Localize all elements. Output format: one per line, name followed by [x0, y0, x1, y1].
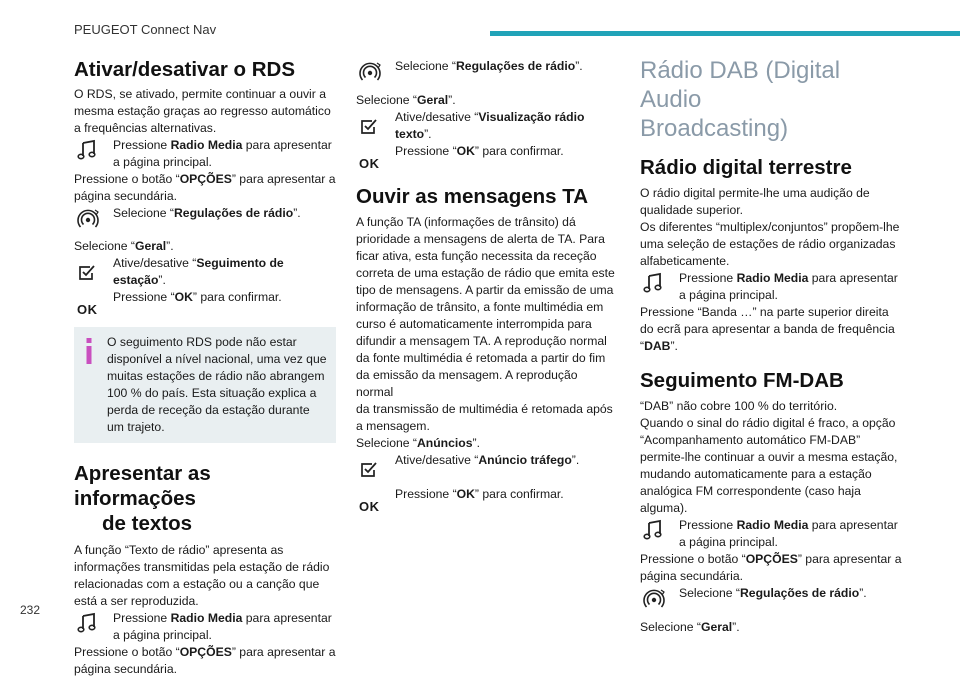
text-line [640, 551, 902, 568]
text-line: Os diferentes “multiplex/conjuntos” propõem-lhe [640, 220, 900, 234]
text-line: relacionadas com a estação ou a canção que [74, 577, 320, 591]
text-line: correta de uma estação de rádio que emita este [356, 266, 615, 280]
options-text [74, 171, 336, 205]
text-line: Pressione “Banda …” na parte superior direita [640, 305, 889, 319]
heading-line: Broadcasting) [640, 115, 789, 142]
text-line: disponível a nível nacional, uma vez que [107, 352, 327, 366]
text-line: A função TA (informações de trânsito) dá [356, 215, 576, 229]
step-text [395, 486, 618, 503]
column-1 [74, 58, 336, 678]
text-part: Ative/desative “ [113, 256, 197, 270]
text-line: qualidade superior. [640, 203, 743, 217]
heading-line: de textos [102, 512, 192, 535]
text-part-bold: DAB [644, 339, 671, 353]
text-line: ficar ativa, esta função necessita da receção [356, 249, 597, 263]
step-text [113, 205, 336, 222]
text-line: tipo de mensagens. A partir da emissão de uma [356, 283, 614, 297]
step-radio-media-2 [640, 517, 902, 551]
rds-intro [74, 86, 336, 137]
text-line [356, 435, 618, 452]
step-text [395, 109, 618, 126]
text-line: mudando automaticamente para a estação [640, 467, 872, 481]
heading-line: Rádio DAB (Digital Audio [640, 57, 841, 113]
step-text: a página principal. [113, 155, 212, 169]
info-icon [86, 338, 92, 364]
text-line: página secundária. [74, 662, 177, 676]
header-title: PEUGEOT Connect Nav [74, 22, 217, 37]
text-part: ”. [424, 127, 432, 141]
ta-text [356, 214, 618, 452]
text-part: ”. [670, 339, 678, 353]
select-geral [74, 238, 336, 255]
heading-ta: Ouvir as mensagens TA [356, 185, 589, 208]
radio-signal-icon [643, 587, 675, 617]
text-line: está a ser reproduzida. [74, 594, 199, 608]
text-part: ” para confirmar. [192, 290, 282, 304]
page-number: 232 [20, 603, 41, 617]
text-part: Selecione “ [679, 586, 740, 600]
step-text [395, 452, 618, 469]
text-part: Pressione o botão “ [74, 172, 180, 186]
info-box [74, 327, 336, 443]
text-part-bold: Regulações de rádio [173, 206, 294, 220]
text-part: ”. [158, 273, 166, 287]
text-part: para apresentar [808, 271, 898, 285]
music-note-icon [643, 272, 675, 302]
text-part-bold: Seguimento de estação [113, 256, 284, 287]
text-line: prioridade a mensagens de alerta de TA. Para [356, 232, 605, 246]
step-text [679, 517, 902, 534]
text-part: Selecione “ [74, 239, 135, 253]
text-part-bold: Geral [134, 239, 167, 253]
text-part: ” para apresentar a [797, 552, 902, 566]
step-text [679, 270, 902, 287]
text-part-bold: Geral [700, 620, 733, 634]
heading-dab [640, 56, 902, 143]
text-part: ”. [166, 239, 174, 253]
text-line: curso é automaticamente interrompida para [356, 317, 592, 331]
text-line: da fonte multimédia é retomada a partir do fim [356, 351, 606, 365]
text-line: a frequências alternativas. [74, 121, 217, 135]
checkbox-icon [359, 111, 391, 141]
text-part-bold: Geral [416, 93, 449, 107]
text-part: ”. [293, 206, 301, 220]
text-line: página secundária. [640, 569, 743, 583]
select-geral [356, 92, 618, 109]
text-line: informações transmitidas pela estação de rádio [74, 560, 330, 574]
text-line: muitas estações de rádio não abrangem 100 [107, 369, 325, 400]
text-part-bold: OK [456, 487, 475, 501]
music-note-icon [77, 612, 109, 642]
step-text [113, 255, 336, 289]
ok-label: OK [359, 499, 380, 514]
step-text [395, 58, 618, 75]
text-part-bold: OPÇÕES [179, 172, 232, 186]
text-part: para apresentar [242, 138, 332, 152]
text-part: Ative/desative “ [395, 453, 479, 467]
step-radio-media [74, 137, 336, 171]
column-2 [356, 58, 618, 520]
texts-intro [74, 542, 336, 610]
step-text: a página principal. [679, 288, 778, 302]
step-radio-media [640, 270, 902, 304]
text-part: Pressione “ [395, 144, 457, 158]
text-part: ” para apresentar a [231, 172, 336, 186]
text-part-bold: Visualização rádio [478, 110, 585, 124]
text-part: ” para confirmar. [474, 144, 564, 158]
text-part: Selecione “ [356, 93, 417, 107]
text-line: Quando o sinal do rádio digital é fraco, a opção [640, 416, 896, 430]
heading-rds: Ativar/desativar o RDS [74, 58, 296, 81]
text-line: mesma estação graças ao regresso automático [74, 104, 331, 118]
text-part: Selecione “ [395, 59, 456, 73]
step-ok-ta [356, 486, 618, 520]
options-text [640, 551, 902, 585]
text-part: Ative/desative “ [395, 110, 479, 124]
text-part: ”. [732, 620, 740, 634]
text-line: A função “Texto de rádio” apresenta as [74, 543, 284, 557]
step-text: a página principal. [679, 535, 778, 549]
text-part: Selecione “ [640, 620, 701, 634]
text-part-bold: Anúncios [416, 436, 473, 450]
step-radio-settings [640, 585, 902, 619]
text-line [74, 644, 336, 661]
text-part: ”. [448, 93, 456, 107]
heading-texts [74, 461, 336, 536]
text-line: % do país. Esta situação explica a perda de [107, 386, 317, 417]
checkbox-icon [77, 257, 109, 287]
step-ok [356, 143, 618, 171]
terr-text [640, 185, 902, 270]
text-line: página secundária. [74, 189, 177, 203]
step-radio-settings [356, 58, 618, 92]
step-text [113, 289, 336, 306]
text-part-bold: Regulações de rádio [455, 59, 576, 73]
options-text-2 [74, 644, 336, 678]
text-part: Pressione [113, 138, 171, 152]
fm-text [640, 398, 902, 517]
text-part-bold: texto [395, 127, 425, 141]
text-part: Selecione “ [356, 436, 417, 450]
step-text [113, 137, 336, 154]
step-text [395, 126, 618, 143]
column-3 [640, 56, 902, 636]
text-line: “Acompanhamento automático FM-DAB” [640, 433, 861, 447]
text-part: Selecione “ [113, 206, 174, 220]
music-note-icon [643, 519, 675, 549]
text-line: O rádio digital permite-lhe uma audição de [640, 186, 870, 200]
text-line: alfabeticamente. [640, 254, 730, 268]
text-part: Pressione o botão “ [640, 552, 746, 566]
heading-terrestre: Rádio digital terrestre [640, 156, 852, 179]
step-radio-settings [74, 205, 336, 239]
text-line [640, 338, 902, 355]
text-line: da transmissão de multimédia é retomada após [356, 402, 613, 416]
text-part: para apresentar [242, 611, 332, 625]
text-line: O seguimento RDS pode não estar [107, 335, 297, 349]
text-part-bold: Radio Media [736, 518, 809, 532]
radio-signal-icon [77, 207, 109, 237]
step-text [113, 610, 336, 627]
text-part: ”. [472, 436, 480, 450]
step-text [395, 143, 618, 160]
text-line: analógica FM correspondente (caso haja [640, 484, 861, 498]
banda-text [640, 304, 902, 355]
text-part-bold: Radio Media [170, 138, 243, 152]
text-part-bold: OPÇÕES [179, 645, 232, 659]
text-line: permite-lhe continuar a ouvir a mesma estação, [640, 450, 898, 464]
text-part: ” para apresentar a [231, 645, 336, 659]
radio-signal-icon [359, 60, 391, 90]
text-part-bold: Radio Media [736, 271, 809, 285]
select-geral [640, 619, 902, 636]
text-line: a mensagem. [356, 419, 430, 433]
text-part: ” para confirmar. [474, 487, 564, 501]
step-radio-media-2 [74, 610, 336, 644]
text-line: da emissão da mensagem. A reprodução normal [356, 368, 578, 399]
step-toggle [356, 109, 618, 143]
text-part: ”. [859, 586, 867, 600]
text-line: alguma). [640, 501, 688, 515]
text-part: Pressione [679, 518, 737, 532]
text-part: Pressione “ [113, 290, 175, 304]
header-accent-bar [490, 31, 960, 36]
step-ok [74, 289, 336, 319]
text-part-bold: Anúncio tráfego [478, 453, 572, 467]
checkbox-icon [359, 454, 391, 484]
text-line: informação de trânsito, a fonte multimédia em [356, 300, 604, 314]
text-part: Pressione o botão “ [74, 645, 180, 659]
heading-fm-dab: Seguimento FM-DAB [640, 369, 844, 392]
text-part: “ [640, 339, 645, 353]
ok-label: OK [359, 156, 380, 171]
text-part-bold: Radio Media [170, 611, 243, 625]
text-part: Pressione [113, 611, 171, 625]
text-part: Pressione [679, 271, 737, 285]
ok-label: OK [77, 302, 98, 317]
text-line: do ecrã para apresentar a banda de frequência [640, 322, 895, 336]
heading-line: Apresentar as informações [74, 462, 211, 510]
text-part: para apresentar [808, 518, 898, 532]
text-part-bold: OK [456, 144, 475, 158]
text-part: ”. [571, 453, 580, 467]
text-line: difundir a mensagem TA. A reprodução normal [356, 334, 607, 348]
text-part: ”. [575, 59, 583, 73]
music-note-icon [77, 139, 109, 169]
text-line: uma seleção de estações de rádio organizadas [640, 237, 896, 251]
text-line: receção da estação durante um trajeto. [107, 403, 310, 434]
text-line: O RDS, se ativado, permite continuar a ouvir a [74, 87, 326, 101]
step-text: a página principal. [113, 628, 212, 642]
text-line [74, 171, 336, 188]
text-part-bold: OPÇÕES [745, 552, 798, 566]
step-text [679, 585, 902, 602]
text-part-bold: Regulações de rádio [739, 586, 860, 600]
step-toggle [74, 255, 336, 289]
step-toggle-ta [356, 452, 618, 486]
text-part-bold: OK [174, 290, 193, 304]
text-part: Pressione “ [395, 487, 457, 501]
text-line: “DAB” não cobre 100 % do território. [640, 399, 838, 413]
